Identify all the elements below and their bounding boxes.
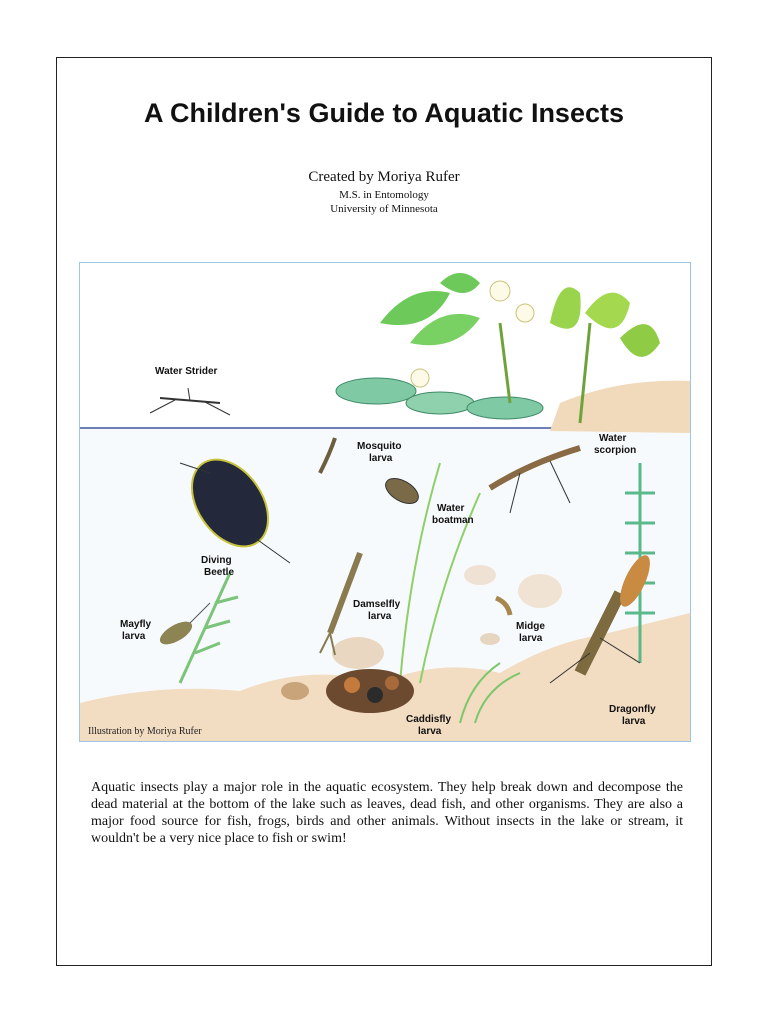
label-damselfly-1: Damselfly [353,599,401,610]
document-page [56,57,712,966]
label-water-scorpion-1: Water [599,433,627,444]
pebble [518,574,562,608]
flower [516,304,534,322]
label-water-boatman-1: Water [437,503,465,514]
label-midge-2: larva [519,633,543,644]
pebble [480,633,500,645]
leaf [585,293,630,329]
author-university: University of Minnesota [330,203,438,215]
label-water-scorpion-2: scorpion [594,445,637,456]
illustration-credit: Illustration by Moriya Rufer [88,726,202,737]
label-diving-beetle-2: Beetle [204,567,235,578]
label-water-boatman-2: boatman [432,515,474,526]
pebble [332,637,384,669]
label-damselfly-2: larva [368,611,392,622]
author-byline: Created by Moriya Rufer [308,169,460,185]
label-mayfly-2: larva [122,631,146,642]
label-caddisfly-1: Caddisfly [406,714,452,725]
label-caddisfly-2: larva [418,726,442,737]
label-mosquito-larva: larva [369,453,393,464]
pebble [464,565,496,585]
label-dragonfly-2: larva [622,716,646,727]
shoreline [550,381,690,433]
illustration-drawing [80,263,690,741]
label-mosquito: Mosquito [357,441,402,452]
lily-pad [467,397,543,419]
leaf [620,324,660,357]
label-midge-1: Midge [516,621,545,632]
author-degree: M.S. in Entomology [339,189,429,201]
water-strider-insect [150,388,230,415]
label-dragonfly-1: Dragonfly [609,704,656,715]
leaf [440,273,480,293]
label-water-strider: Water Strider [155,366,218,377]
label-mayfly-1: Mayfly [120,619,152,630]
lily-pad [406,392,474,414]
intro-paragraph: Aquatic insects play a major role in the aquatic ecosystem. They help break down and decompose the dead material at the bottom of the lake such as leaves, dead fish, and other organisms. They are also a major food source for fish, frogs, birds and other animals. Without insects in the lake or stream, it wouldn't be a very nice place to fish or swim! [91,780,683,846]
lily-pad [336,378,416,404]
page-title: A Children's Guide to Aquatic Insects [144,98,624,128]
label-diving-beetle-1: Diving [201,555,232,566]
aquatic-insects-illustration [79,262,691,742]
leaf [550,287,581,328]
flower [490,281,510,301]
flower [411,369,429,387]
